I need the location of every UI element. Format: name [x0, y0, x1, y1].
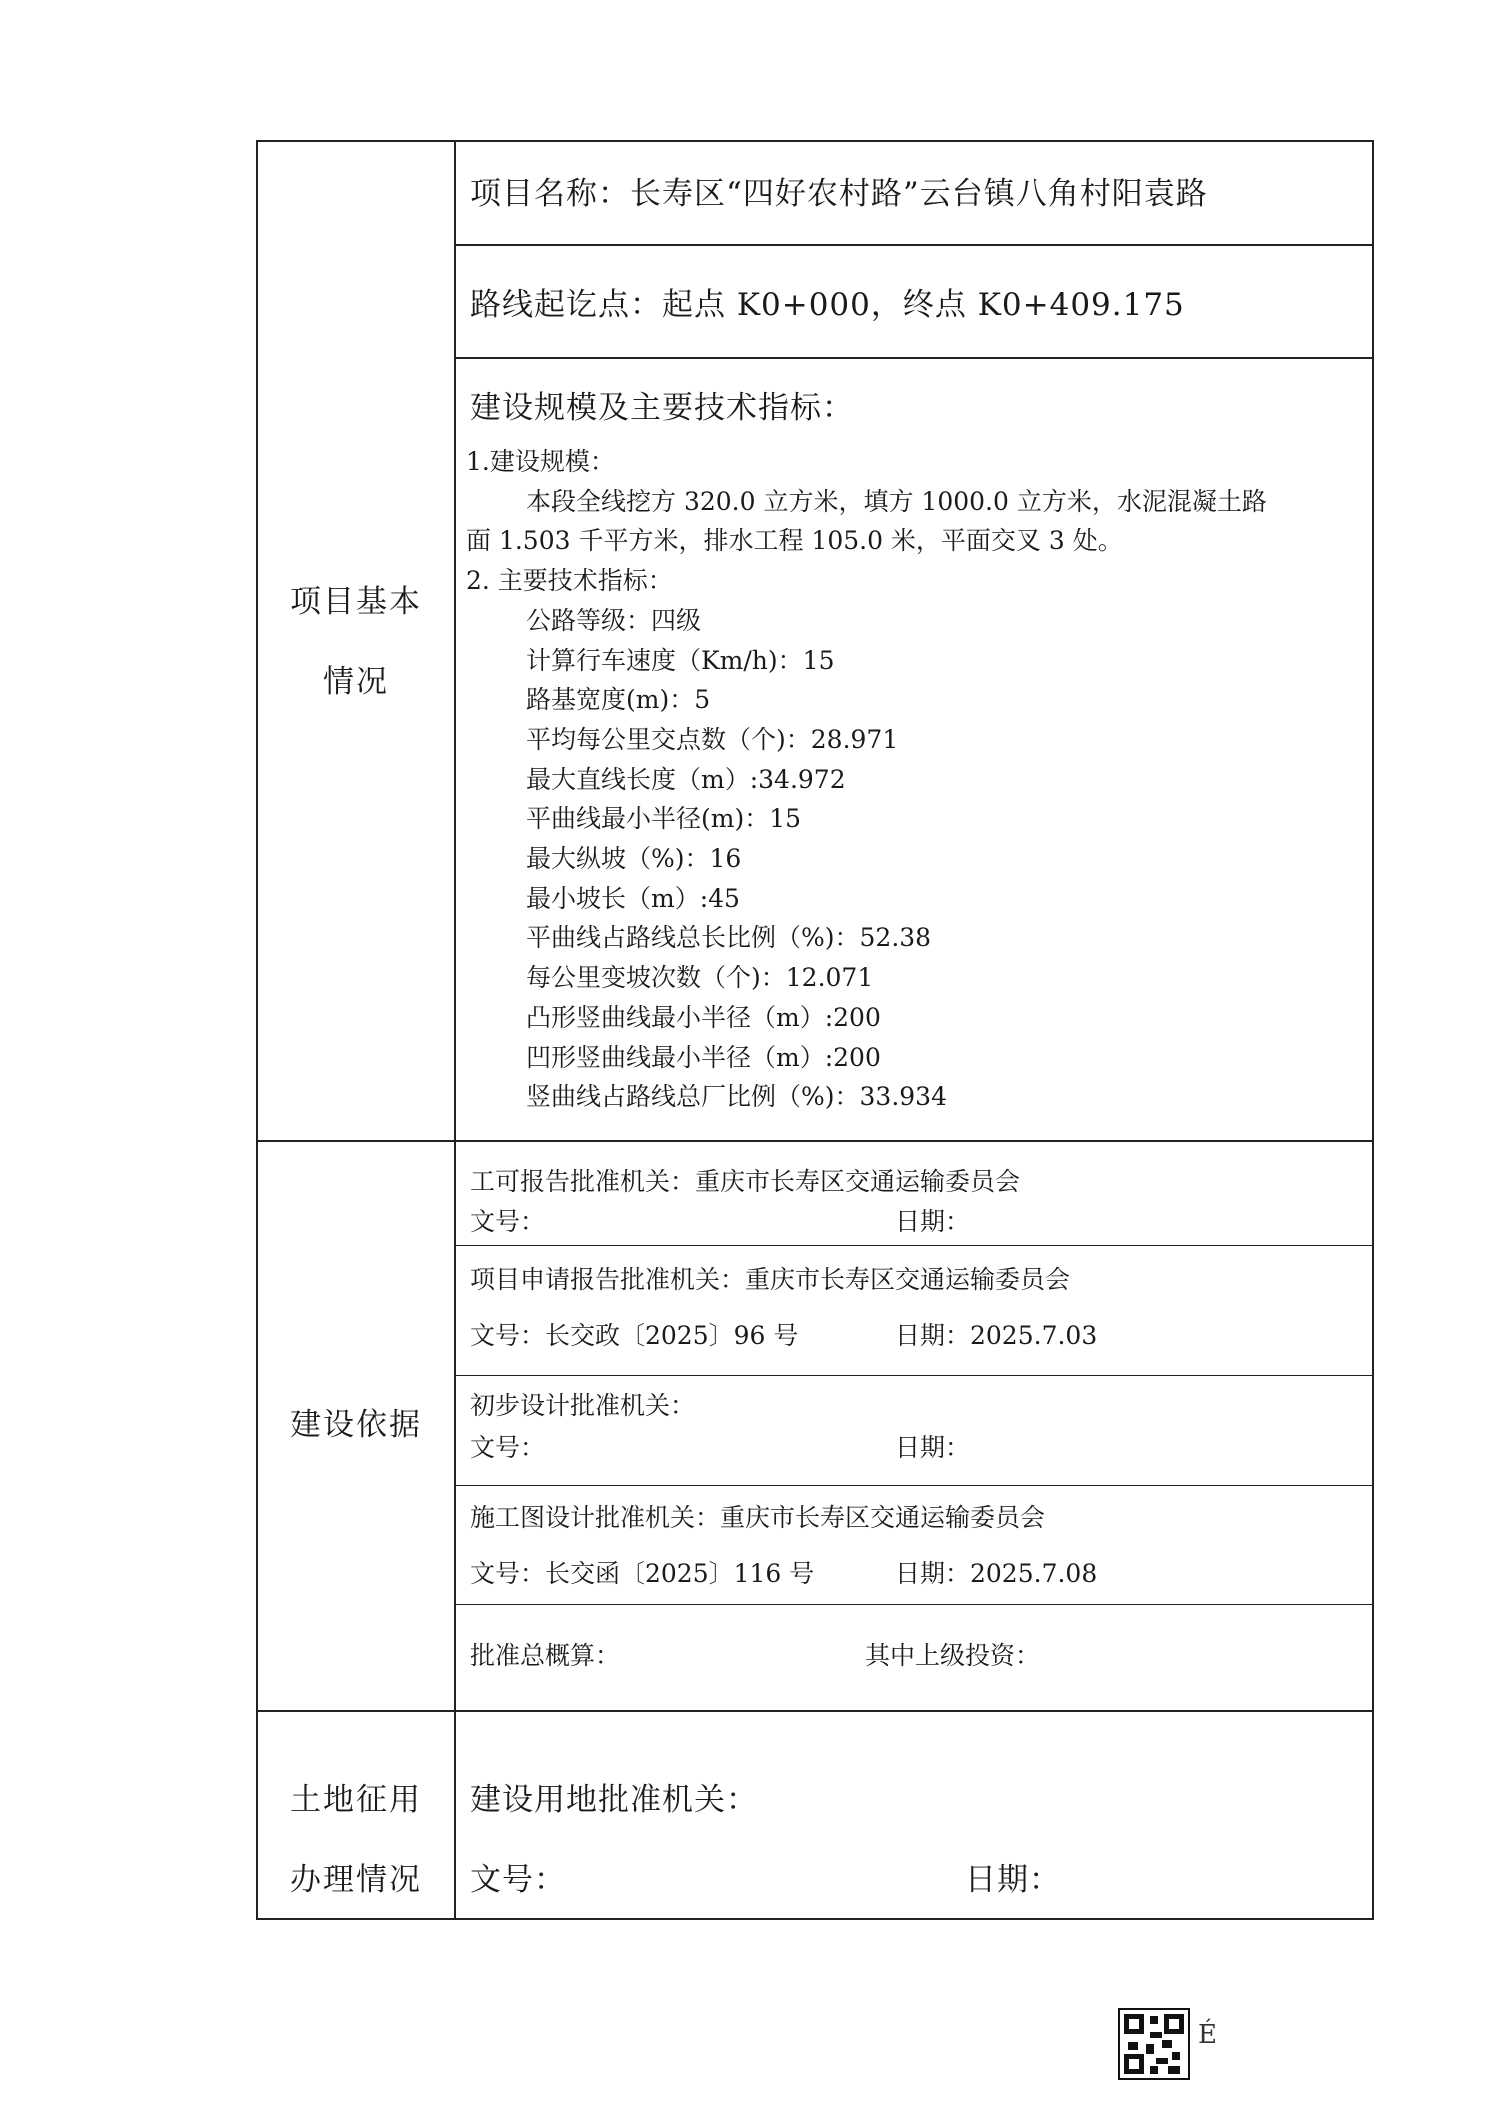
prelim-doc: 文号： — [470, 1433, 546, 1462]
basic-info-label-line2: 情况 — [323, 664, 389, 700]
tech-item: 每公里变坡次数（个)：12.071 — [526, 963, 874, 993]
construction-org: 施工图设计批准机关：重庆市长寿区交通运输委员会 — [470, 1503, 1046, 1532]
basis-label: 建设依据 — [290, 1407, 422, 1443]
land-date: 日期： — [965, 1862, 1061, 1898]
prelim-org: 初步设计批准机关： — [470, 1391, 696, 1420]
section-divider — [258, 1710, 1372, 1712]
scale-line-2: 面 1.503 千平方米，排水工程 105.0 米，平面交叉 3 处。 — [466, 526, 1123, 556]
project-name: 项目名称：长寿区“四好农村路”云台镇八角村阳袁路 — [470, 176, 1208, 212]
construction-approval — [470, 1490, 1368, 1602]
land-label-line1: 土地征用 — [290, 1782, 422, 1818]
prelim-approval — [470, 1385, 1368, 1469]
scale-line-1: 本段全线挖方 320.0 立方米，填方 1000.0 立方米，水泥混凝土路 — [526, 486, 1267, 516]
route-endpoints: 路线起讫点：起点 K0+000，终点 K0+409.175 — [470, 287, 1185, 323]
scale-title: 1.建设规模： — [466, 447, 615, 476]
tech-item: 公路等级：四级 — [526, 605, 702, 635]
row-divider — [454, 1375, 1372, 1376]
tech-item: 竖曲线占路线总厂比例（%)：33.934 — [526, 1082, 947, 1112]
page-mark: É — [1198, 2020, 1217, 2050]
prelim-date: 日期： — [895, 1433, 971, 1462]
upper-investment: 其中上级投资： — [865, 1641, 1041, 1670]
feasibility-date: 日期： — [895, 1207, 971, 1236]
feasibility-org: 工可报告批准机关：重庆市长寿区交通运输委员会 — [470, 1167, 1021, 1196]
land-org: 建设用地批准机关： — [470, 1782, 758, 1818]
scale-heading: 建设规模及主要技术指标： — [470, 390, 854, 426]
row-divider — [454, 1245, 1372, 1246]
tech-item: 计算行车速度（Km/h)：15 — [526, 645, 835, 675]
application-date: 日期：2025.7.03 — [895, 1321, 1098, 1350]
qr-code-icon — [1118, 2008, 1190, 2080]
construction-doc: 文号：长交函〔2025〕116 号 — [470, 1559, 815, 1588]
row-divider — [454, 357, 1372, 359]
tech-item: 最小坡长（m）:45 — [526, 883, 740, 913]
application-approval — [470, 1252, 1368, 1364]
tech-item: 凸形竖曲线最小半径（m）:200 — [526, 1002, 881, 1032]
land-approval — [470, 1760, 1368, 1920]
tech-item: 最大直线长度（m）:34.972 — [526, 764, 846, 794]
tech-item: 凹形竖曲线最小半径（m）:200 — [526, 1042, 881, 1072]
tech-item: 平曲线占路线总长比例（%)：52.38 — [526, 923, 932, 953]
row-divider — [454, 1604, 1372, 1605]
tech-item: 平均每公里交点数（个)：28.971 — [526, 724, 899, 754]
approved-budget: 批准总概算： — [470, 1641, 621, 1670]
tech-item: 路基宽度(m)：5 — [526, 685, 711, 715]
budget-row — [470, 1636, 1368, 1676]
row-divider — [454, 1485, 1372, 1486]
section-divider — [258, 1140, 1372, 1142]
land-label — [258, 1760, 454, 1920]
construction-date: 日期：2025.7.08 — [895, 1559, 1098, 1588]
basic-info-label-line1: 项目基本 — [290, 584, 422, 620]
feasibility-doc: 文号： — [470, 1207, 546, 1236]
tech-item: 平曲线最小半径(m)：15 — [526, 804, 802, 834]
tech-item: 最大纵坡（%)：16 — [526, 844, 742, 874]
application-doc: 文号：长交政〔2025〕96 号 — [470, 1321, 799, 1350]
info-table — [256, 140, 1374, 1920]
row-divider — [454, 244, 1372, 246]
application-org: 项目申请报告批准机关：重庆市长寿区交通运输委员会 — [470, 1265, 1071, 1294]
column-divider — [454, 142, 456, 1918]
feasibility-approval — [470, 1162, 1368, 1242]
land-label-line2: 办理情况 — [290, 1862, 422, 1898]
scale-block — [466, 442, 1368, 1117]
basic-info-label — [258, 562, 454, 722]
tech-title: 2. 主要技术指标： — [466, 566, 673, 596]
land-doc: 文号： — [470, 1862, 566, 1898]
